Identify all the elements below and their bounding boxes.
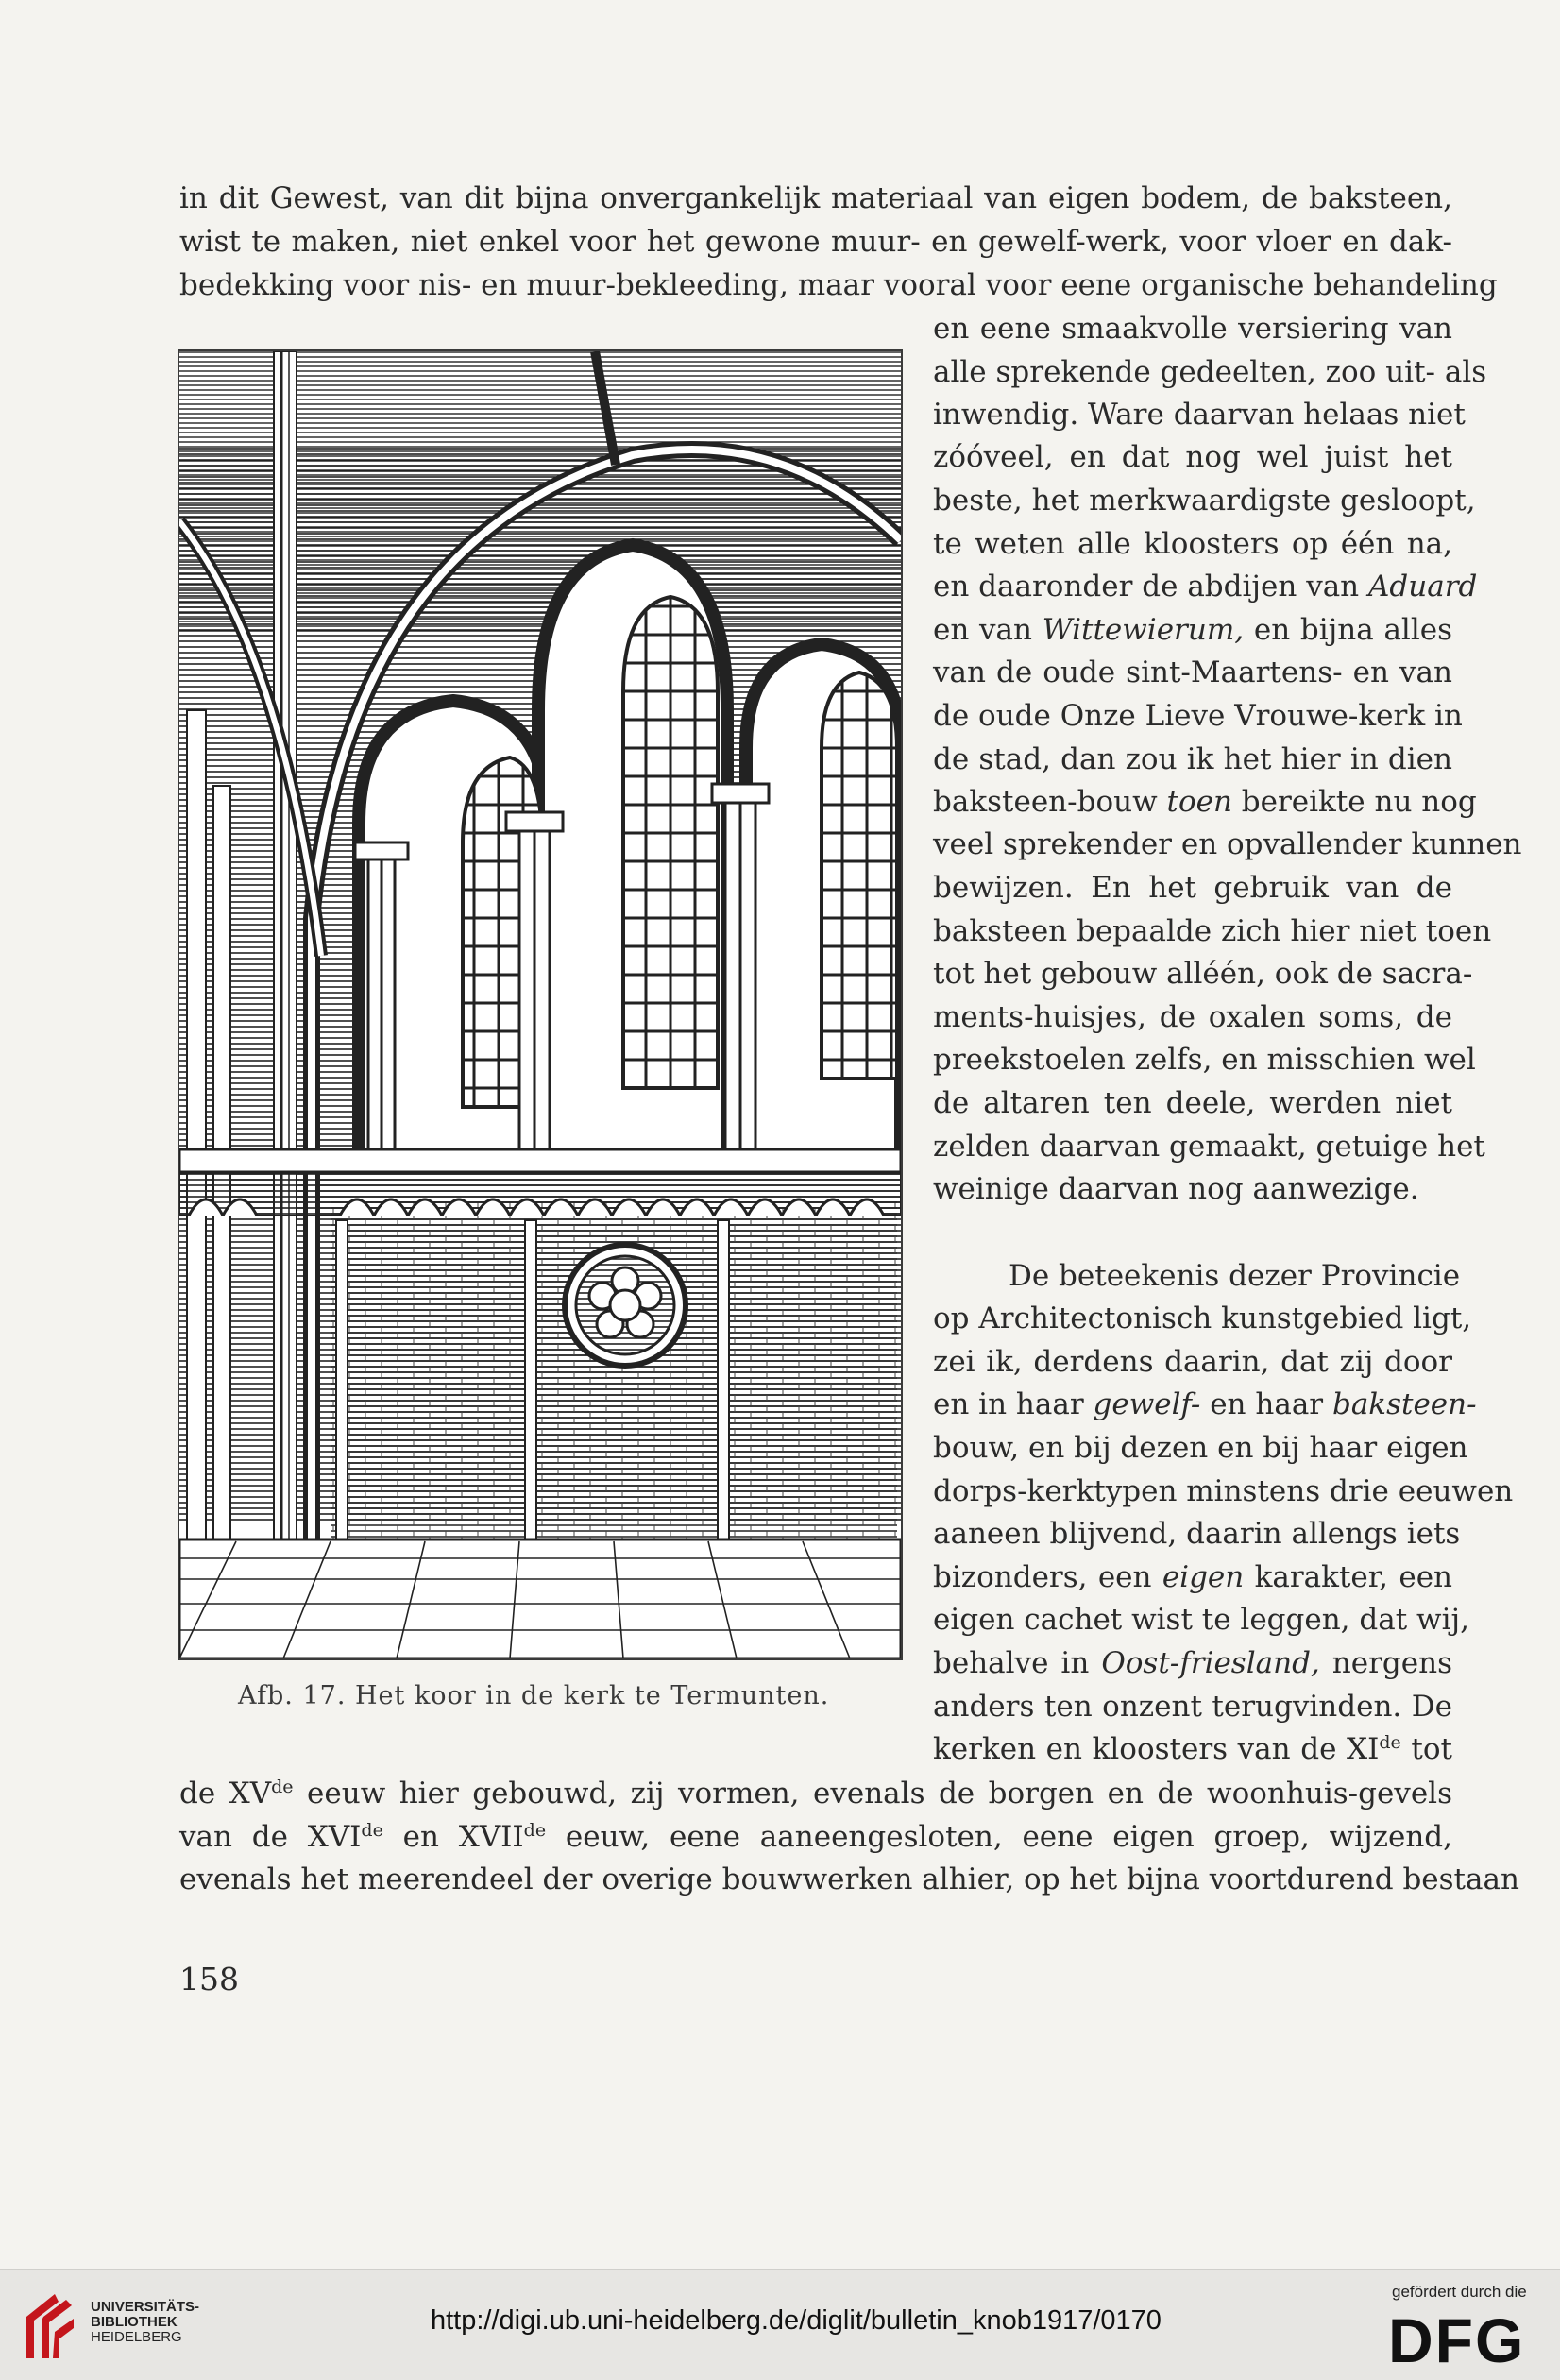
library-name-line: HEIDELBERG [91,2329,182,2345]
body-text-line: ments-huisjes, de oxalen soms, de [933,1000,1452,1034]
superscript: de [523,1820,547,1841]
body-text-line: de oude Onze Lieve Vrouwe-kerk in [933,699,1463,733]
body-text-line: bedekking voor nis- en muur-bekleeding, maar vooral voor eene organische behandeling [179,268,1498,302]
emphasis: gewelf- [1093,1387,1201,1421]
library-name-line: BIBLIOTHEK [91,2314,178,2330]
body-text-line: evenals het meerendeel der overige bouwwerken alhier, op het bijna voortdurend bestaan [179,1862,1519,1896]
body-text-line: en daaronder de abdijen van Aduard [933,570,1478,604]
body-text-line: van de oude sint-Maartens- en van [933,655,1452,689]
body-text-line: en van Wittewierum, en bijna alles [933,613,1453,647]
body-text-line: tot het gebouw alléén, ook de sacra- [933,957,1473,991]
place-name: Oost-friesland, [1101,1646,1320,1680]
body-text-line: bizonders, een eigen karakter, een [933,1560,1453,1594]
body-text-line: De beteekenis dezer Provincie [1009,1259,1461,1293]
emphasis: toen [1166,785,1232,819]
body-text-line: bewijzen. En het gebruik van de [933,871,1452,905]
body-text-line: weinige daarvan nog aanwezige. [933,1172,1419,1206]
superscript: de [361,1820,383,1841]
body-text-line: veel sprekender en opvallender kunnen [933,827,1522,861]
body-text-line: de stad, dan zou ik het hier in dien [933,742,1452,776]
library-logo-icon[interactable] [17,2288,79,2368]
body-text-line: preekstoelen zelfs, en misschien wel [933,1043,1476,1077]
page-number: 158 [179,1961,239,1998]
body-text-line: te weten alle kloosters op één na, [933,527,1452,561]
body-text-line: en eene smaakvolle versiering van [933,312,1452,346]
body-text-line: zóóveel, en dat nog wel juist het [933,440,1452,474]
body-text-line: op Architectonisch kunstgebied ligt, [933,1301,1472,1335]
emphasis: eigen [1162,1560,1245,1594]
body-text-line: inwendig. Ware daarvan helaas niet [933,398,1466,432]
body-text-line: eigen cachet wist te leggen, dat wij, [933,1603,1469,1637]
body-text-line: bouw, en bij dezen en bij haar eigen [933,1431,1468,1465]
body-text-line: aaneen blijvend, daarin allengs iets [933,1517,1461,1551]
body-text-line: zelden daarvan gemaakt, getuige het [933,1130,1485,1164]
place-name: Aduard [1368,570,1478,604]
choir-illustration [179,351,901,1658]
body-text-line: kerken en kloosters van de XIde tot [933,1732,1452,1766]
permalink-url[interactable]: http://digi.ub.uni-heidelberg.de/diglit/bulletin_knob1917/0170 [431,2305,1162,2336]
dfg-logo[interactable]: DFG [1388,2305,1526,2375]
superscript: de [271,1776,294,1797]
body-text-line: dorps-kerktypen minstens drie eeuwen [933,1474,1514,1508]
body-text-line: behalve in Oost-friesland, nergens [933,1646,1452,1680]
church-interior-engraving [178,349,903,1660]
body-text-line: de altaren ten deele, werden niet [933,1086,1452,1120]
emphasis: baksteen- [1331,1387,1477,1421]
body-text-line: baksteen bepaalde zich hier niet toen [933,914,1492,948]
body-text-line: van de XVIde en XVIIde eeuw, eene aaneengesloten, eene eigen groep, wijzend, [179,1820,1452,1854]
body-text-line: en in haar gewelf- en haar baksteen- [933,1387,1477,1421]
library-name[interactable] [91,2300,199,2345]
body-text-line: wist te maken, niet enkel voor het gewone muur- en gewelf-werk, voor vloer en dak- [179,225,1452,259]
body-text-line: zei ik, derdens daarin, dat zij door [933,1345,1452,1379]
body-text-line: alle sprekende gedeelten, zoo uit- als [933,355,1487,389]
figure-caption: Afb. 17. Het koor in de kerk te Termunten. [238,1681,830,1710]
body-text-line: beste, het merkwaardigste gesloopt, [933,484,1476,518]
place-name: Wittewierum, [1042,613,1245,647]
body-text-line: de XVde eeuw hier gebouwd, zij vormen, evenals de borgen en de woonhuis-gevels [179,1776,1452,1810]
funding-note: gefördert durch die [1392,2283,1527,2301]
library-name-line: UNIVERSITÄTS- [91,2299,200,2315]
body-text-line: anders ten onzent terugvinden. De [933,1690,1452,1724]
body-text-line: baksteen-bouw toen bereikte nu nog [933,785,1477,819]
body-text-line: in dit Gewest, van dit bijna onvergankelijk materiaal van eigen bodem, de baksteen, [179,181,1452,215]
footer-bar [0,2269,1560,2380]
superscript: de [1379,1732,1401,1753]
